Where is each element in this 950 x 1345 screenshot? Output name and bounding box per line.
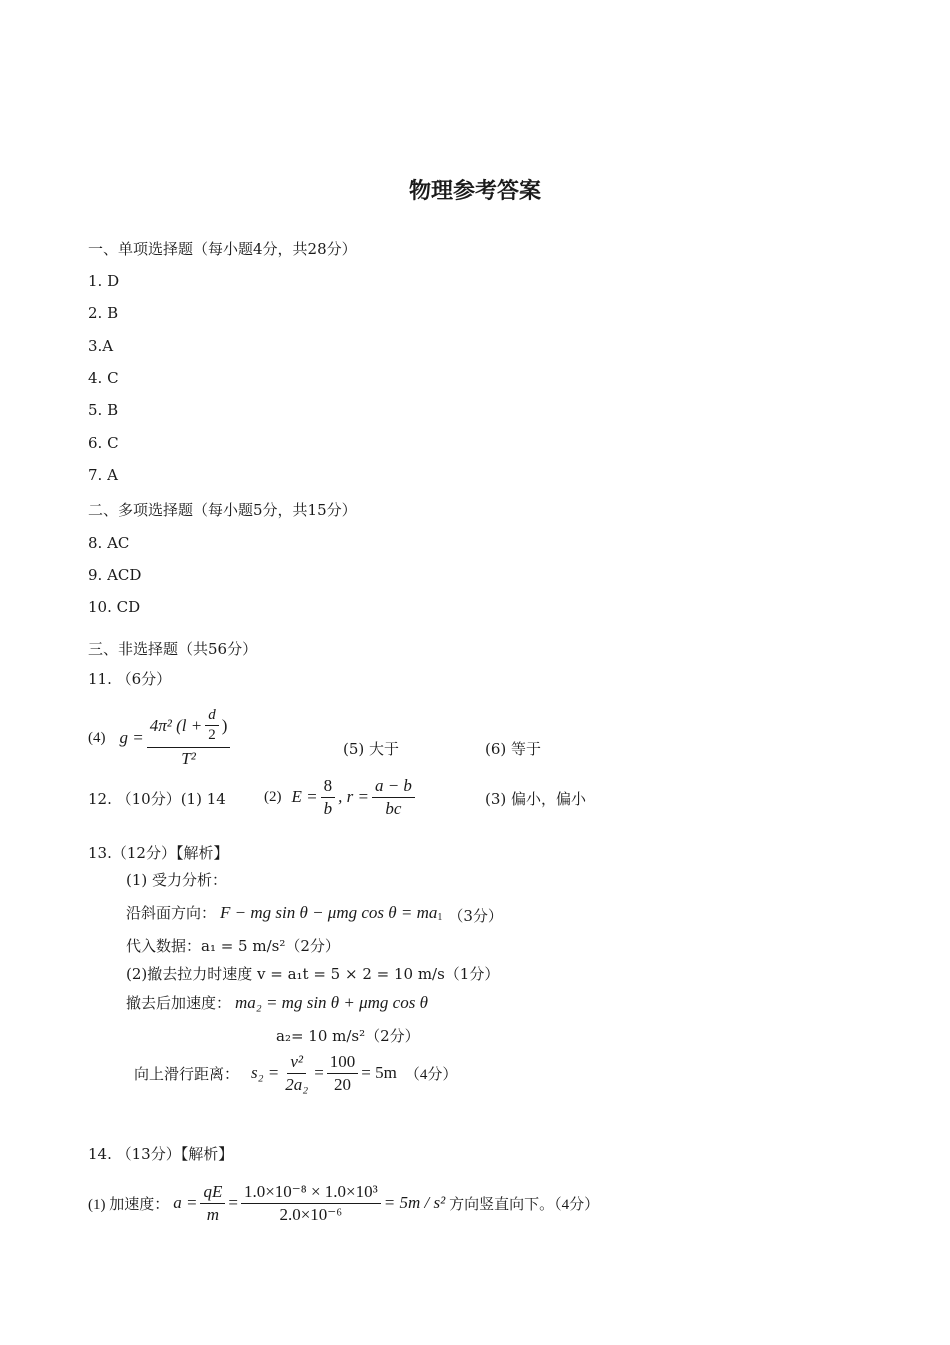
q13-line7-rhs: = 5m — [361, 1063, 397, 1082]
q11-inner-num: d — [205, 707, 219, 726]
q13-line7-score: （4分） — [404, 1066, 458, 1083]
q12-e-fraction — [321, 776, 336, 818]
q13-line7-frac2 — [327, 1052, 359, 1094]
q12-r-num: a − b — [372, 776, 415, 798]
answer-item: 9. ACD — [88, 566, 142, 584]
q13-f2-den: 20 — [334, 1074, 352, 1094]
q14-frac2 — [241, 1182, 381, 1224]
q13-line3: 代入数据：a₁ = 5 m/s²（2分） — [126, 937, 340, 955]
q14-rhs: = 5m / s² — [383, 1193, 446, 1212]
answer-item: 6. C — [88, 434, 119, 452]
q11-num-prefix: 4π² (l + — [149, 715, 203, 735]
q12-r-lhs: , r = — [338, 787, 369, 806]
q13-line7-frac1 — [282, 1052, 311, 1094]
q13-line4: (2)撤去拉力时速度 v = a₁t = 5 × 2 = 10 m/s（1分） — [126, 965, 500, 983]
q12-part3: (3) 偏小，偏小 — [485, 790, 587, 808]
q11-den: T² — [181, 749, 196, 769]
section-heading-3: 三、非选择题（共56分） — [88, 640, 258, 658]
q14-tail: 方向竖直向下。（4分） — [449, 1196, 600, 1213]
q11-inner-den: 2 — [208, 727, 216, 744]
question-12-formula — [264, 772, 418, 822]
q11-part6: (6) 等于 — [485, 740, 542, 758]
q11-num-suffix: ) — [221, 715, 228, 735]
question-14-label: 14. （13分）【解析】 — [88, 1145, 234, 1163]
q12-e-lhs: E = — [291, 787, 318, 806]
question-11-label: 11. （6分） — [88, 670, 172, 688]
q11-g-lhs: g = — [119, 728, 144, 747]
q13-line2 — [126, 899, 503, 926]
q13-line2-prefix: 沿斜面方向： — [126, 904, 217, 922]
page-title: 物理参考答案 — [408, 179, 541, 204]
answer-item: 5. B — [88, 401, 119, 419]
q11-inner-fraction — [205, 707, 219, 745]
q13-line7-prefix: 向上滑行距离： — [134, 1066, 240, 1083]
q13-line2-sub: 1 — [437, 912, 443, 923]
q14-frac1 — [200, 1182, 225, 1224]
q14-f2-num: 1.0×10⁻⁸ × 1.0×10³ — [241, 1182, 381, 1204]
answer-item: 2. B — [88, 304, 119, 322]
q13-line5 — [126, 992, 428, 1013]
q13-f1-num: v² — [287, 1052, 306, 1074]
section-heading-2: 二、多项选择题（每小题5分，共15分） — [88, 501, 357, 519]
q12-part2-label: (2) — [264, 788, 282, 805]
q13-f1-den: 2a₂ — [285, 1074, 309, 1094]
q13-line7-lhs: s₂ = — [251, 1063, 280, 1082]
q12-e-num: 8 — [321, 776, 336, 798]
answer-item: 10. CD — [88, 598, 141, 616]
q13-line1: (1) 受力分析： — [126, 871, 228, 889]
q12-r-den: bc — [385, 798, 402, 818]
q11-part5: (5) 大于 — [343, 740, 400, 758]
q11-fraction — [147, 707, 231, 769]
q14-lhs: a = — [173, 1193, 198, 1212]
q12-r-fraction — [372, 776, 415, 818]
q13-line2-score: （3分） — [448, 907, 503, 925]
answer-item: 8. AC — [88, 534, 130, 552]
q13-line5-eq: ma₂ = mg sin θ + μmg cos θ — [235, 992, 428, 1012]
q13-f2-num: 100 — [327, 1052, 359, 1074]
question-13-label: 13.（12分）【解析】 — [88, 844, 229, 862]
q11-part4-label: (4) — [88, 729, 106, 746]
q14-f1-den: m — [206, 1204, 220, 1224]
q13-line5-prefix: 撤去后加速度： — [126, 994, 232, 1012]
section-heading-1: 一、单项选择题（每小题4分，共28分） — [88, 240, 357, 258]
q13-line6: a₂= 10 m/s²（2分） — [276, 1027, 420, 1045]
q13-line7: 向上滑行距离： s₂ = $\frac{\text{v²}}{\text{2a₂}}$ = $\frac{100}{20}$ = 5m （4分） — [134, 1051, 458, 1094]
answer-item: 1. D — [88, 272, 120, 290]
q14-line1: (1) 加速度： a = $\frac{qE}{m}$ = $\frac{\text{1.0×10⁻⁸ × 1.0×10³}}{\text{2.0×10⁻⁶}}$ = 5m / s² 方向竖直向下。（4分） — [88, 1181, 600, 1224]
q12-e-den: b — [323, 798, 333, 818]
question-12-label: 12. （10分）(1) 14 — [88, 790, 226, 808]
question-11-formula — [88, 703, 233, 773]
answer-item: 7. A — [88, 466, 118, 484]
q13-line2-eq: F − mg sin θ − μmg cos θ = ma — [220, 902, 438, 922]
q14-f2-den: 2.0×10⁻⁶ — [279, 1204, 343, 1224]
q14-prefix: (1) 加速度： — [88, 1196, 170, 1213]
q14-f1-num: qE — [200, 1182, 225, 1204]
answer-item: 4. C — [88, 369, 119, 387]
answer-item: 3.A — [88, 337, 114, 355]
